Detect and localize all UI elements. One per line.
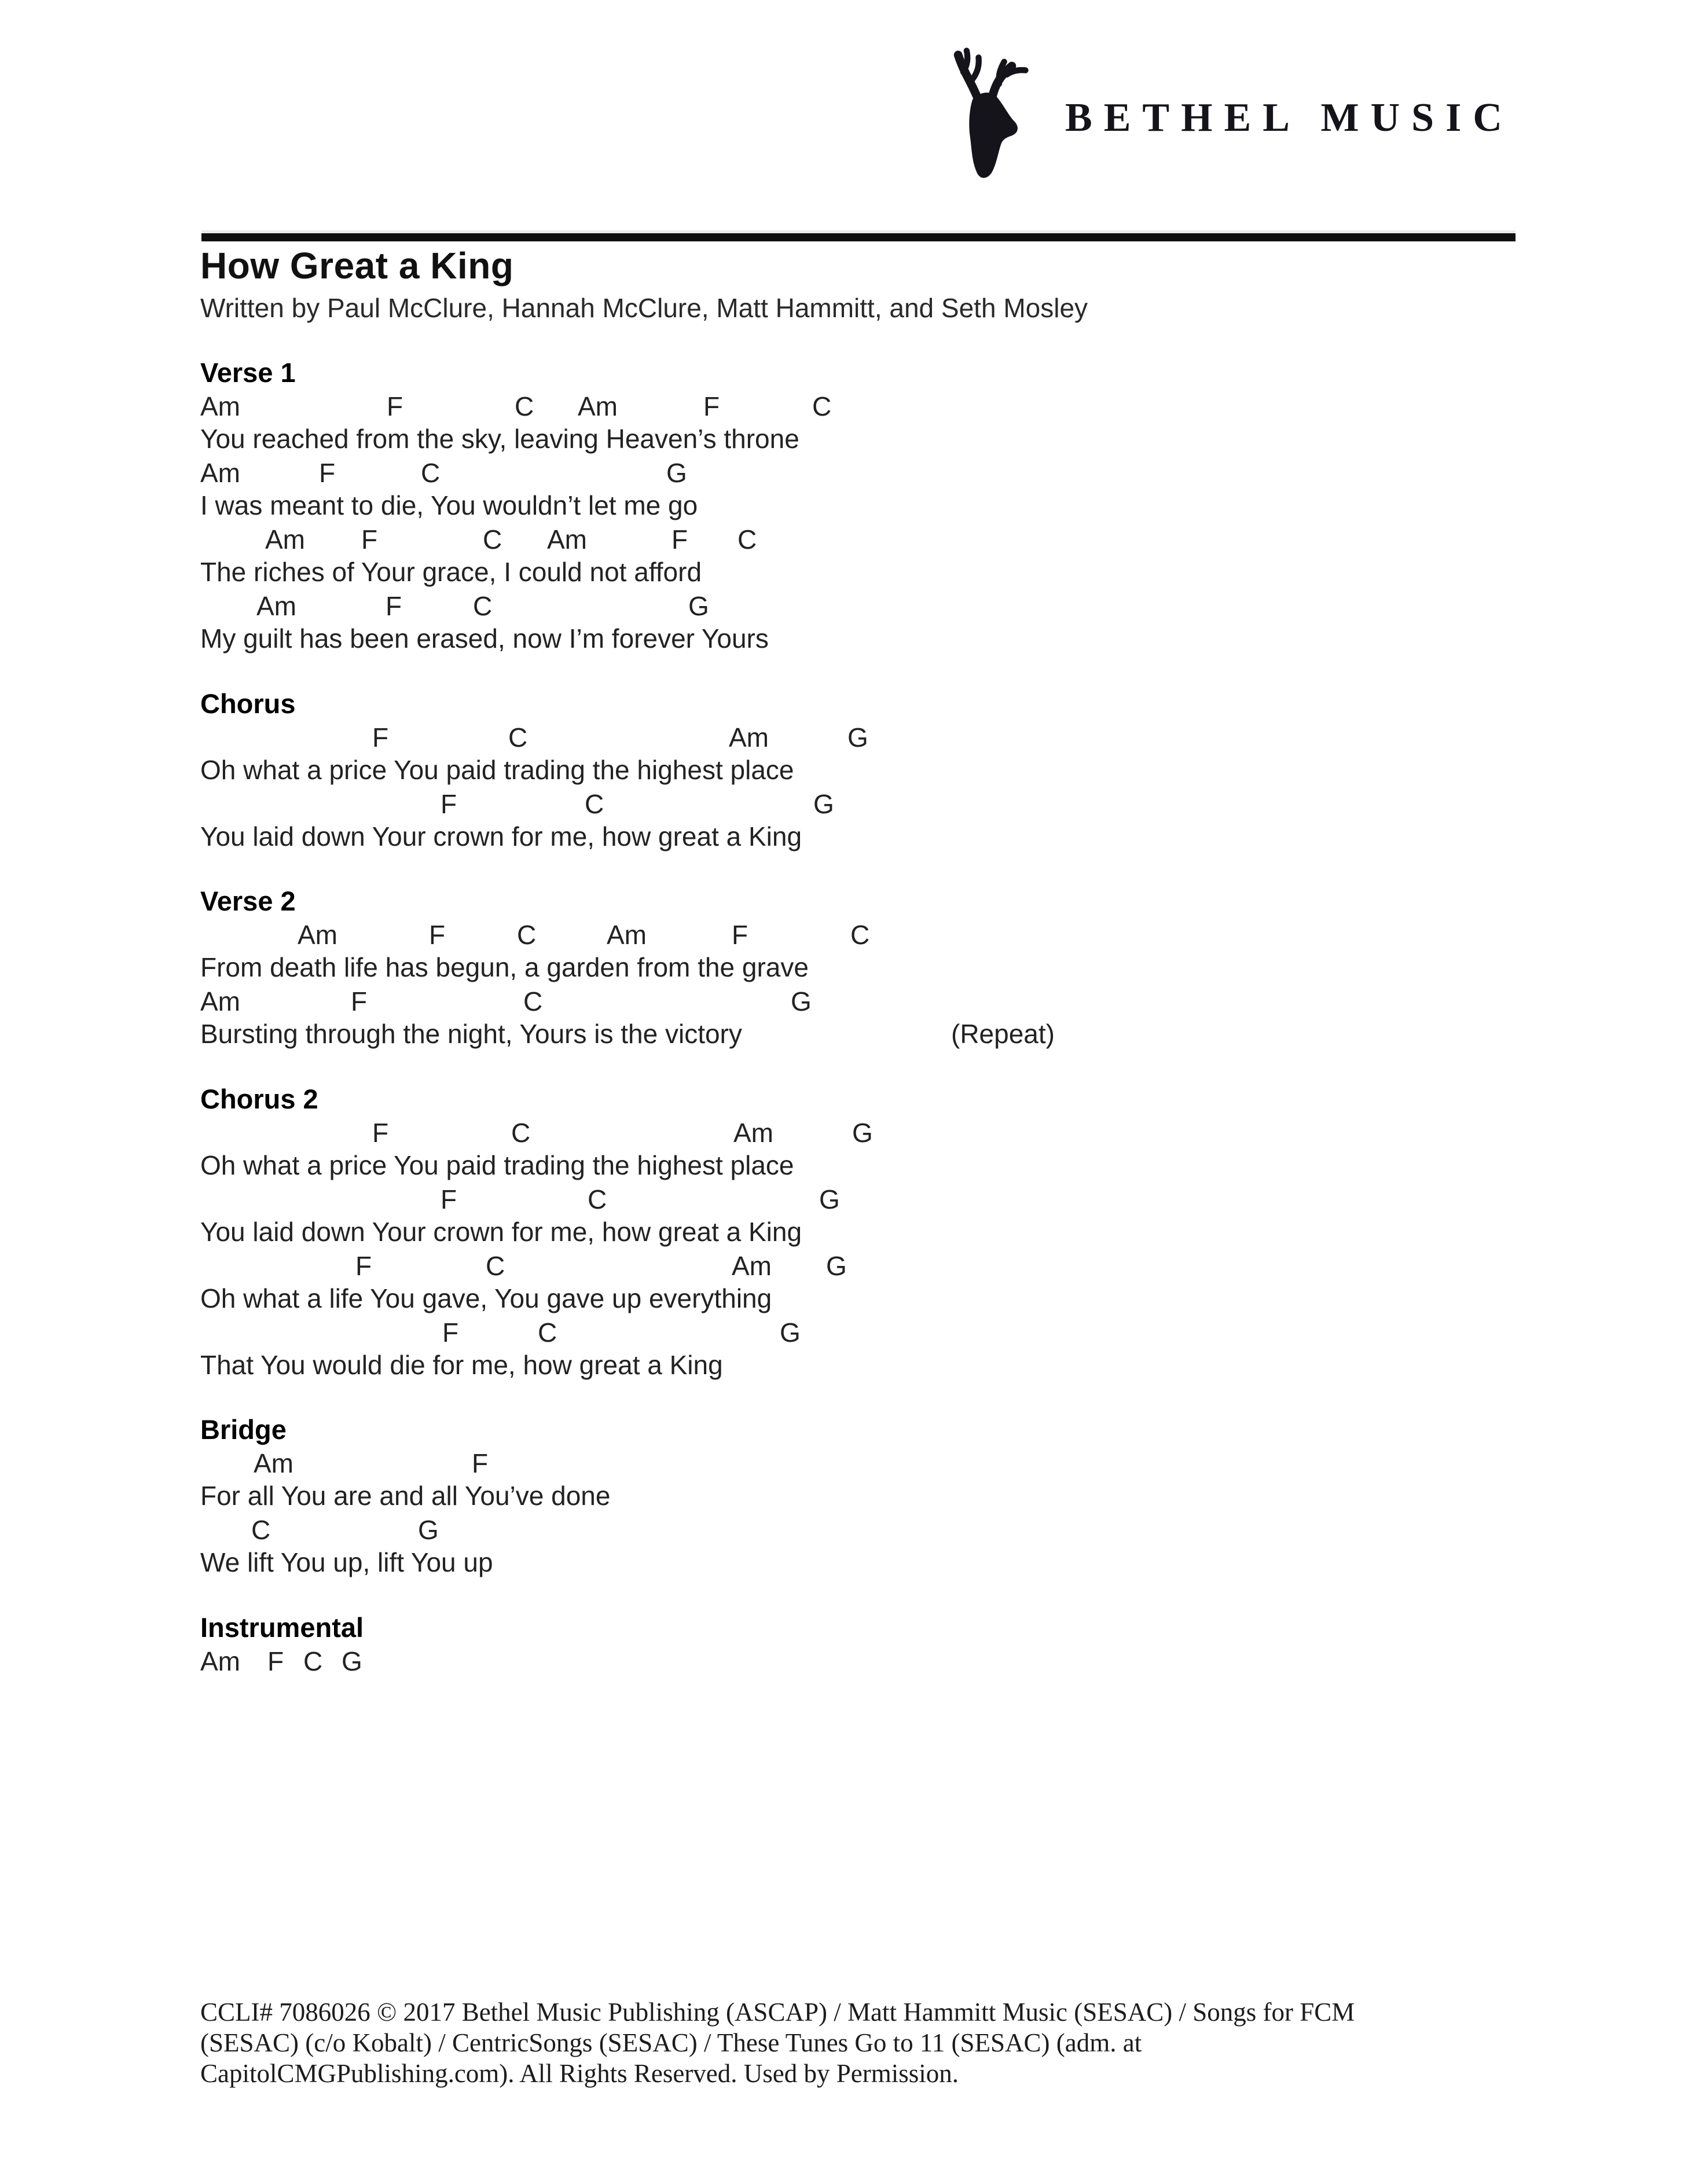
chord: G [791, 986, 812, 1016]
lyric-line [200, 1546, 1532, 1580]
lyric-line [200, 951, 1532, 985]
chord: Am [265, 524, 305, 555]
chord: F [472, 1448, 489, 1478]
song-sheet [200, 243, 1532, 1678]
chord: C [585, 788, 604, 819]
header-divider [201, 230, 1515, 241]
chord-line [200, 1513, 1532, 1547]
chord: C [473, 591, 493, 621]
lyric-line [200, 423, 1532, 456]
lyric-line [200, 1480, 1532, 1513]
song-sections [200, 356, 1532, 1678]
song-section [200, 884, 1532, 1051]
chord: F [442, 1317, 459, 1348]
chord-line [200, 918, 1532, 952]
chord: Am [733, 1117, 773, 1148]
lyric-text: For all You are and all You’ve done [200, 1481, 611, 1511]
bethel-music-logo [947, 46, 1514, 183]
chord: C [588, 1184, 607, 1214]
lyric-text: Oh what a life You gave, You gave up everything [200, 1283, 772, 1313]
chord: C [737, 524, 757, 555]
lyric-line [200, 622, 1532, 656]
chord: Am [607, 920, 647, 950]
lyric-line [200, 1282, 1532, 1316]
brand-wordmark: BETHEL MUSIC [1065, 96, 1514, 140]
song-byline: Written by Paul McClure, Hannah McClure, Matt Hammitt, and Seth Mosley [200, 293, 1088, 323]
lyric-line [200, 820, 1532, 854]
chord: G [418, 1515, 439, 1545]
chord: Am [254, 1448, 293, 1478]
lyric-text: You laid down Your crown for me, how great a King [200, 1216, 802, 1247]
chord-line [200, 720, 1532, 754]
chord: Am [200, 458, 240, 488]
lyric-text: I was meant to die, You wouldn’t let me go [200, 490, 698, 520]
chord: G [666, 458, 687, 488]
chord: F [351, 986, 368, 1016]
chord: F [703, 391, 720, 421]
chord: F [372, 722, 389, 753]
chord: C [515, 391, 534, 421]
chord: F [372, 1117, 389, 1148]
chord: Am [256, 591, 296, 621]
chord: Am [547, 524, 587, 555]
song-section [200, 356, 1532, 656]
chord-line [200, 1644, 1532, 1678]
chord: F [387, 391, 403, 421]
chord-line [200, 1249, 1532, 1282]
lyric-text: You reached from the sky, leaving Heaven’s throne [200, 424, 799, 454]
chord: C [251, 1515, 271, 1545]
chord: F [355, 1250, 372, 1281]
chord-line [200, 985, 1532, 1018]
chord: Am [200, 986, 240, 1016]
copyright-footer [200, 1997, 1532, 2089]
chord-line [200, 523, 1532, 556]
chord: Am [200, 1646, 240, 1676]
lyric-line [200, 754, 1532, 787]
repeat-annotation: (Repeat) [951, 1019, 1055, 1049]
chord: F [386, 591, 402, 621]
chord: G [852, 1117, 873, 1148]
chord: G [342, 1646, 362, 1676]
lyric-text: From death life has begun, a garden from the grave [200, 952, 809, 982]
section-heading: Verse 1 [200, 357, 296, 388]
chord: F [267, 1646, 284, 1676]
chord: F [319, 458, 336, 488]
lyric-line [200, 1018, 1532, 1051]
deer-logo-icon [947, 46, 1041, 183]
chord: F [429, 920, 446, 950]
lyric-text: Oh what a price You paid trading the highest place [200, 754, 794, 785]
chord: G [826, 1250, 847, 1281]
footer-line-1: CCLI# 7086026 © 2017 Bethel Music Publishing (ASCAP) / Matt Hammitt Music (SESAC) / Songs for FCM [200, 1998, 1355, 2027]
lyric-text: My guilt has been erased, now I’m forever Yours [200, 623, 769, 654]
chord-line [200, 1315, 1532, 1349]
section-heading: Chorus 2 [200, 1083, 318, 1114]
section-heading: Chorus [200, 688, 296, 719]
chord: C [523, 986, 543, 1016]
chord: C [850, 920, 870, 950]
song-section [200, 1413, 1532, 1580]
footer-line-2: (SESAC) (c/o Kobalt) / CentricSongs (SESAC) / These Tunes Go to 11 (SESAC) (adm. at [200, 2028, 1142, 2057]
chord: C [486, 1250, 505, 1281]
chord: G [780, 1317, 801, 1348]
chord: Am [732, 1250, 772, 1281]
lyric-line [200, 1216, 1532, 1249]
chord: C [303, 1646, 323, 1676]
lyric-line [200, 1149, 1532, 1183]
chord: F [441, 1184, 457, 1214]
chord: G [847, 722, 868, 753]
song-title: How Great a King [200, 245, 514, 287]
chord: G [813, 788, 834, 819]
chord-line [200, 1182, 1532, 1216]
chord: G [819, 1184, 840, 1214]
lyric-text: Oh what a price You paid trading the highest place [200, 1150, 794, 1180]
chord-line [200, 456, 1532, 490]
lyric-text: The riches of Your grace, I could not afford [200, 557, 702, 587]
chord: C [508, 722, 528, 753]
section-heading: Verse 2 [200, 886, 296, 916]
lyric-text: Bursting through the night, Yours is the victory [200, 1019, 742, 1049]
lyric-line [200, 489, 1532, 523]
chord: Am [200, 391, 240, 421]
section-heading: Instrumental [200, 1612, 364, 1643]
chord-line [200, 589, 1532, 623]
chord: F [441, 788, 457, 819]
chord: F [732, 920, 748, 950]
chord: G [688, 591, 709, 621]
lyric-line [200, 556, 1532, 589]
footer-line-3: CapitolCMGPublishing.com). All Rights Reserved. Used by Permission. [200, 2059, 959, 2088]
song-section [200, 687, 1532, 854]
chord: C [517, 920, 537, 950]
chord: C [421, 458, 441, 488]
chord-line [200, 787, 1532, 820]
chord: C [483, 524, 502, 555]
lyric-text: We lift You up, lift You up [200, 1547, 493, 1577]
chord: Am [578, 391, 618, 421]
chord: C [538, 1317, 557, 1348]
chord: Am [298, 920, 337, 950]
lyric-line [200, 1349, 1532, 1382]
chord-line [200, 1115, 1532, 1149]
chord: C [812, 391, 832, 421]
section-heading: Bridge [200, 1414, 287, 1445]
lyric-text: That You would die for me, how great a King [200, 1349, 723, 1380]
lyric-text: You laid down Your crown for me, how great a King [200, 821, 802, 851]
chord: F [671, 524, 688, 555]
chord-line [200, 1447, 1532, 1480]
chord: C [511, 1117, 531, 1148]
song-section [200, 1611, 1532, 1678]
chord-line [200, 390, 1532, 423]
song-section [200, 1082, 1532, 1382]
chord: F [361, 524, 378, 555]
chord: Am [729, 722, 769, 753]
